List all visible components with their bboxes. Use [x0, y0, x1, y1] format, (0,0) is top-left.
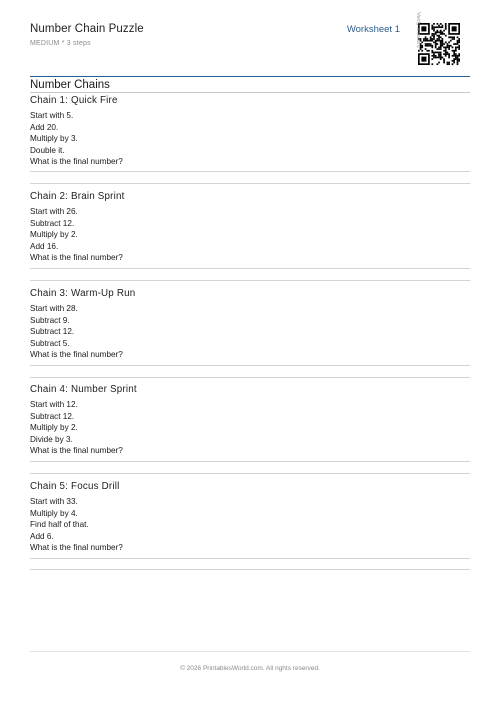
chain-block [30, 287, 470, 361]
chain-step: Add 16. [30, 241, 59, 251]
chain-divider [30, 473, 470, 474]
chain-question: What is the final number? [30, 446, 123, 456]
chain-divider [30, 569, 470, 570]
section-title: Number Chains [30, 79, 110, 91]
header-rule [30, 76, 470, 77]
chain-step: Multiply by 2. [30, 230, 78, 240]
chain-step: Start with 12. [30, 400, 78, 409]
chain-step: Multiply by 2. [30, 423, 78, 433]
verify-answers-label-wrap [403, 12, 433, 68]
chain-step: Start with 28. [30, 304, 78, 313]
chain-divider [30, 183, 470, 184]
chain-step: Subtract 12. [30, 327, 75, 337]
answer-line [30, 171, 470, 172]
chain-step: Subtract 12. [30, 411, 75, 421]
chain-divider [30, 280, 470, 281]
section-underline [30, 92, 470, 93]
chain-step: Start with 26. [30, 207, 78, 216]
chain-step: Multiply by 4. [30, 508, 78, 518]
chain-title: Chain 4: Number Sprint [30, 384, 137, 395]
chain-step: Find half of that. [30, 520, 89, 530]
difficulty-subtitle: MEDIUM * 3 steps [30, 40, 91, 47]
chain-block [30, 94, 470, 168]
chain-step: Add 6. [30, 531, 54, 541]
chain-question: What is the final number? [30, 253, 123, 263]
answer-line [30, 558, 470, 559]
chain-title: Chain 2: Brain Sprint [30, 191, 125, 202]
answer-line [30, 365, 470, 366]
chain-title: Chain 1: Quick Fire [30, 95, 118, 106]
answer-line [30, 268, 470, 269]
chain-step: Divide by 3. [30, 434, 73, 444]
chain-step: Double it. [30, 145, 65, 155]
chain-question: What is the final number? [30, 350, 123, 360]
verify-answers-label: Verify answers [415, 12, 421, 48]
chain-block [30, 190, 470, 264]
chain-step: Multiply by 3. [30, 134, 78, 144]
worksheet-label: Worksheet 1 [346, 24, 400, 35]
chain-title: Chain 3: Warm-Up Run [30, 288, 136, 299]
footer-rule [30, 651, 470, 652]
chain-step: Start with 5. [30, 111, 74, 120]
chain-question: What is the final number? [30, 543, 123, 553]
chain-step: Subtract 5. [30, 338, 70, 348]
chain-block [30, 480, 470, 554]
chain-divider [30, 377, 470, 378]
chain-step: Subtract 9. [30, 315, 70, 325]
answer-line [30, 461, 470, 462]
chain-question: What is the final number? [30, 157, 123, 167]
chain-step: Add 20. [30, 122, 59, 132]
chain-title: Chain 5: Focus Drill [30, 481, 120, 492]
chain-block [30, 383, 470, 457]
copyright-footer: © 2026 PrintablesWorld.com. All rights reserved. [180, 665, 320, 672]
page-title: Number Chain Puzzle [30, 23, 144, 35]
chain-step: Start with 33. [30, 497, 78, 506]
chain-step: Subtract 12. [30, 218, 75, 228]
